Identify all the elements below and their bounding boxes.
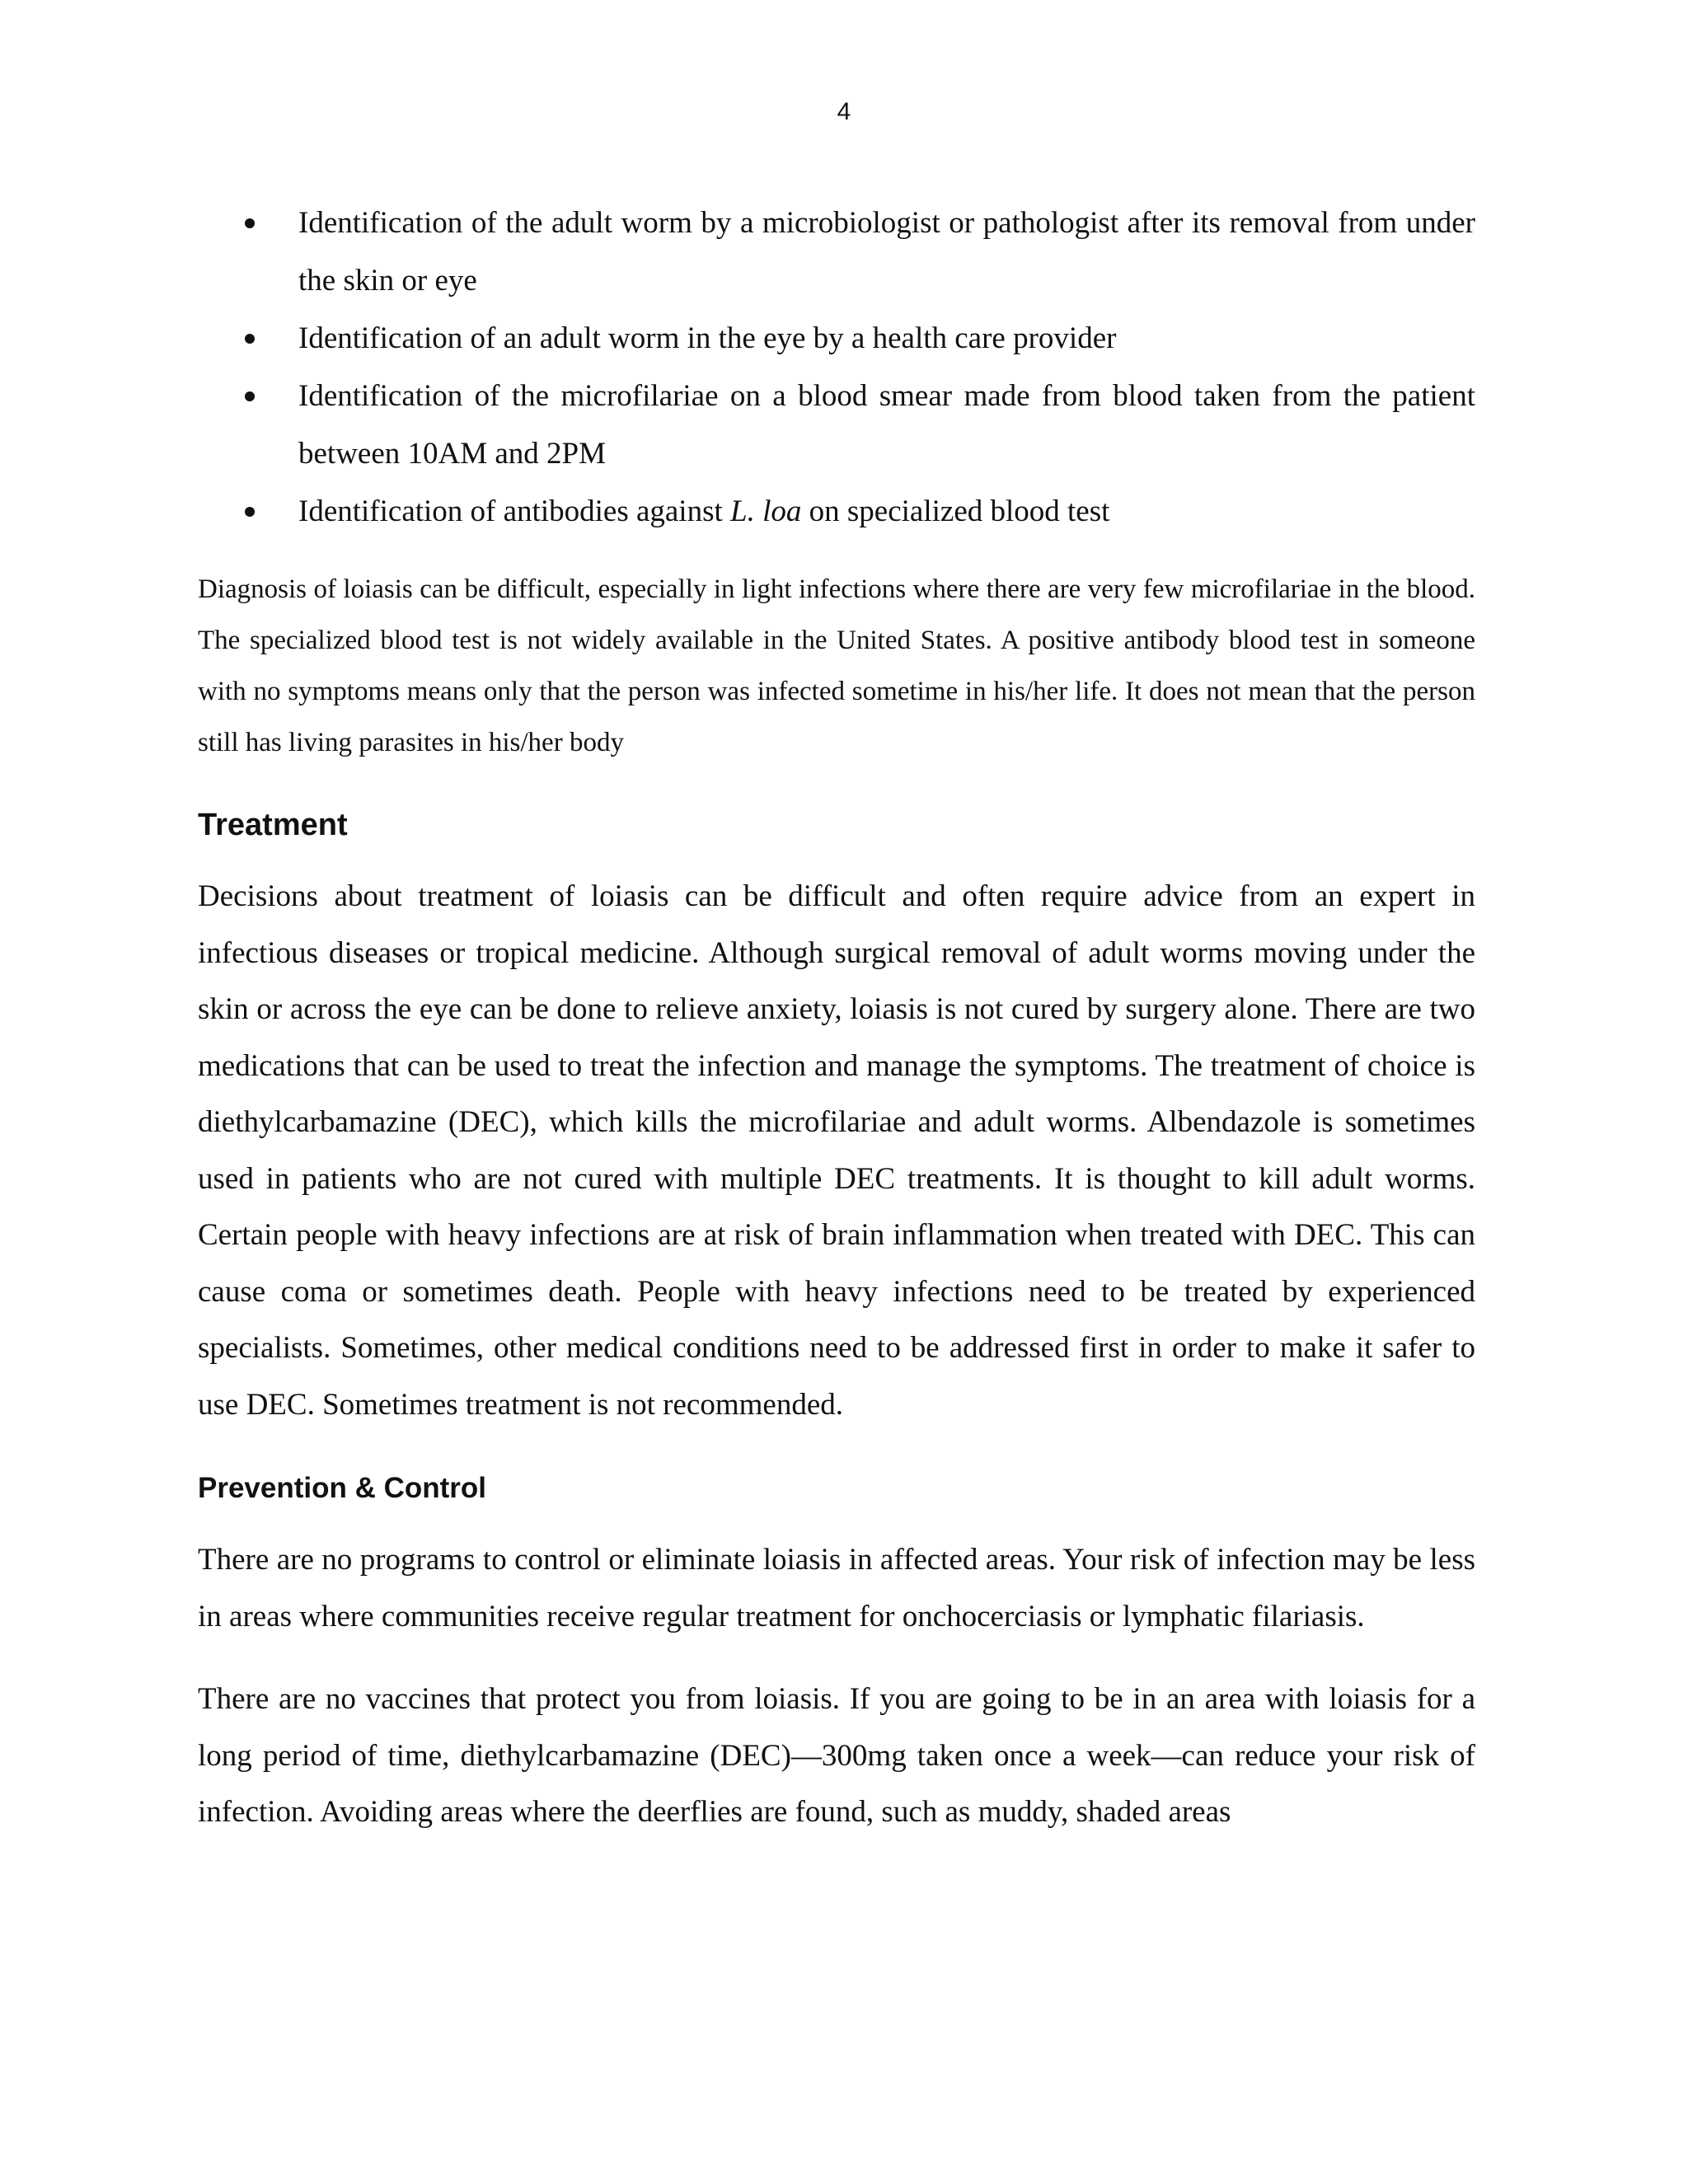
list-item xyxy=(198,310,1475,368)
diagnosis-methods-list xyxy=(198,194,1475,541)
list-item-text: Identification of the microfilariae on a blood smear made from blood taken from the patient between 10AM and 2PM xyxy=(298,379,1475,471)
treatment-heading: Treatment xyxy=(198,808,348,842)
bullet-icon xyxy=(245,391,255,401)
species-name: L. loa xyxy=(730,494,802,528)
bullet-icon xyxy=(245,334,255,344)
list-item-text: Identification of an adult worm in the eye by a health care provider xyxy=(298,321,1117,355)
list-item xyxy=(198,483,1475,541)
page-number: 4 xyxy=(837,98,851,125)
treatment-paragraph: Decisions about treatment of loiasis can be difficult and often require advice from an expert in infectious diseases or tropical medicine. Although surgical removal of adult worms moving under the skin or across the eye can be done to relieve anxiety, loiasis is not cured by surgery alone. There are two medications that can be used to treat the infection and manage the symptoms. The treatment of choice is diethylcarbamazine (DEC), which kills the microfilariae and adult worms. Albendazole is sometimes used in patients who are not cured with multiple DEC treatments. It is thought to kill adult worms. Certain people with heavy infections are at risk of brain inflammation when treated with DEC. This can cause coma or sometimes death. People with heavy infections need to be treated by experienced specialists. Sometimes, other medical conditions need to be addressed first in order to make it safer to use DEC. Sometimes treatment is not recommended. xyxy=(198,879,1475,1422)
prevention-paragraph-1: There are no programs to control or eliminate loiasis in affected areas. Your risk of infection may be less in areas where communities receive regular treatment for onchocerciasis or lymphatic filariasis. xyxy=(198,1543,1475,1633)
list-item xyxy=(198,194,1475,310)
bullet-icon xyxy=(245,507,255,517)
diagnosis-paragraph: Diagnosis of loiasis can be difficult, especially in light infections where there are very few microfilariae in the blood. The specialized blood test is not widely available in the United States. A positive antibody blood test in someone with no symptoms means only that the person was infected sometime in his/her life. It does not mean that the person still has living parasites in his/her body xyxy=(198,574,1475,757)
list-item-text: Identification of the adult worm by a microbiologist or pathologist after its removal from under the skin or eye xyxy=(298,206,1475,298)
prevention-heading: Prevention & Control xyxy=(198,1472,487,1504)
list-item xyxy=(198,368,1475,483)
prevention-paragraph-2: There are no vaccines that protect you from loiasis. If you are going to be in an area with loiasis for a long period of time, diethylcarbamazine (DEC)—300mg taken once a week—can reduce your risk of infection. Avoiding areas where the deerflies are found, such as muddy, shaded areas xyxy=(198,1682,1475,1829)
bullet-icon xyxy=(245,218,255,228)
list-item-text-start: Identification of antibodies against xyxy=(298,494,731,528)
page-content xyxy=(198,194,1475,1841)
list-item-text-end: on specialized blood test xyxy=(801,494,1110,528)
